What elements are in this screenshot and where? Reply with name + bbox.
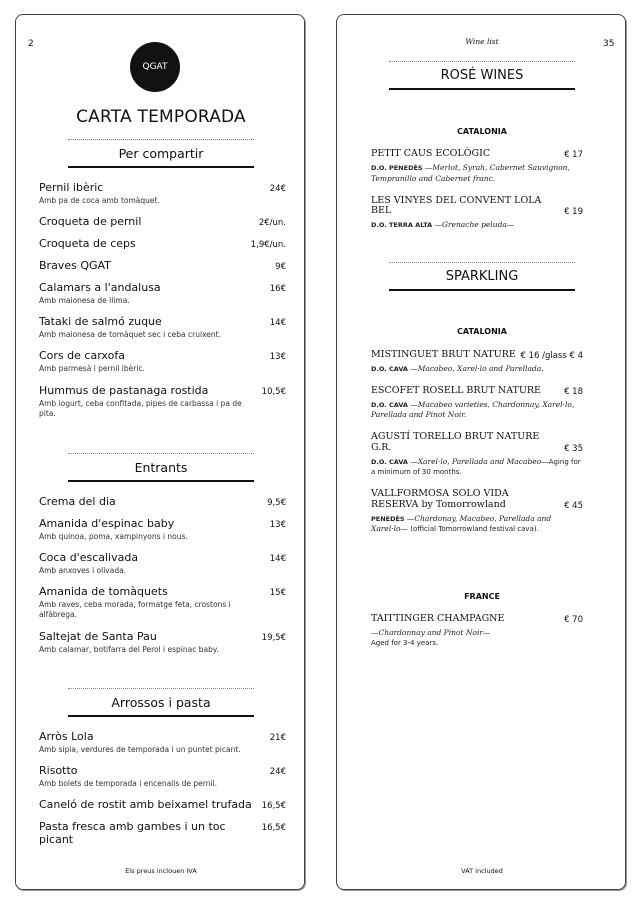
menu-item [39,798,286,811]
wine-price: € 18 [564,386,583,397]
wine-name: AGUSTÍ TORELLO BRUT NATURE G.R. [371,431,540,454]
grapes: —Macabeo varieties, Chardonnay, Xarel·lo, Parellada and Pinot Noir. [371,399,575,420]
item-name: Pasta fresca amb gambes i un toc picant [39,820,226,847]
section-header: Arrossos i pasta [68,688,254,717]
denomination: D.O. PENEDÈS [371,163,423,172]
denomination: D.O. CAVA [371,364,408,373]
item-price: 15€ [269,588,286,599]
region-heading: CATALONIA [457,127,507,136]
right-page [336,14,626,890]
item-description: Amb raves, ceba morada, formatge feta, crostons i alfàbrega. [39,600,231,620]
menu-item [39,585,286,620]
menu-item [39,820,286,846]
region-heading: CATALONIA [457,327,507,336]
item-name: Hummus de pastanaga rostida [39,383,209,397]
item-description: Amb maionesa de tomàquet sec i ceba cruixent. [39,330,221,340]
item-description: Amb maionesa de llima. [39,296,130,306]
section-header-rose: ROSÉ WINES [389,61,575,90]
grapes: —Macabeo, Xarel·lo and Parellada. [410,363,544,373]
item-name: Saltejat de Santa Pau [39,629,157,643]
item-description: Amb sípia, verdures de temporada i un puntet picant. [39,745,241,754]
menu-item [39,517,286,542]
menu-item [39,384,286,419]
menu-item [39,237,286,250]
grapes: —Chardonnay and Pinot Noir— [371,627,491,637]
grapes: —Merlot, Syrah, Cabernet Sauvignon, Tempranillo and Cabernet franc. [371,162,570,183]
item-name: Caneló de rostit amb beixamel trufada [39,798,252,812]
grapes: —Chardonay, Macabeo, Parellada and Xarel·lo— [371,513,552,534]
menu-item [39,281,286,306]
wine-note: Aged for 3-4 years. [371,638,439,647]
wine-name: VALLFORMOSA SOLO VIDA RESERVA by Tomorrowland [371,487,509,510]
item-price: 13€ [269,352,286,363]
item-price: 21€ [269,733,286,743]
menu-item [39,215,286,228]
item-name: Croqueta de ceps [39,237,136,251]
menu-item [39,630,286,655]
section-header: Entrants [68,453,254,482]
wine-name: TAITTINGER CHAMPAGNE [371,613,505,624]
item-price: 9€ [275,262,286,273]
item-name: Tataki de salmó zuque [39,315,162,329]
wine-price: € 19 [564,207,583,218]
item-price: 14€ [269,318,286,329]
wine-item [371,432,583,477]
wine-note: (official Tomorrowland festival cava). [408,525,539,534]
menu-item [39,315,286,340]
item-price: 10,5€ [261,386,286,397]
region-heading: FRANCE [464,592,500,601]
item-price: 1,9€/un. [250,240,286,251]
item-name: Croqueta de pernil [39,215,142,229]
item-price: 9,5€ [267,498,286,508]
item-name: Risotto [39,764,78,778]
wine-item [371,196,583,232]
item-price: 2€/un. [258,218,286,229]
item-description: Amb iogurt, ceba confitada, pipes de carbassa i pa de pita. [39,398,242,418]
page-number: 35 [603,39,615,49]
footer-note: Els preus inclouen IVA [125,867,197,875]
wine-note: Aging for a minimum of 30 months. [371,458,581,476]
item-price: 16,5€ [261,801,286,812]
item-name: Amanida d'espinac baby [39,517,175,530]
qgat-logo: QGAT [133,45,177,89]
item-description: Amb quinoa, poma, xampinyons i nous. [39,532,188,541]
menu-item [39,259,286,272]
item-name: Coca d'escalivada [39,551,139,565]
running-header: Wine list [465,37,499,46]
page-title: CARTA TEMPORADA [76,107,246,127]
item-price: 24€ [269,184,286,194]
section-header: Per compartir [68,139,254,168]
item-description: Amb anxoves i olivada. [39,566,127,576]
grapes: —Xarel·lo, Parellada and Macabeo— [410,457,549,467]
item-description: Amb pa de coca amb tomàquet. [39,196,160,205]
item-price: 16€ [269,284,286,295]
wine-price: € 17 [564,149,583,160]
wine-price: € 16 /glass € 4 [520,350,583,361]
item-name: Cors de carxofa [39,349,125,363]
menu-item [39,495,286,508]
item-price: 13€ [269,520,286,530]
wine-item [371,489,583,535]
item-description: Amb calamar, botifarra del Perol i espinac baby. [39,644,219,654]
wine-name: LES VINYES DEL CONVENT LOLA BEL [371,194,542,217]
denomination: D.O. TERRA ALTA [371,221,433,230]
item-price: 19,5€ [261,632,286,643]
wine-item [371,350,583,375]
item-name: Amanida de tomàquets [39,585,168,599]
item-price: 24€ [269,767,286,778]
wine-item [371,386,583,422]
item-price: 14€ [269,554,286,565]
item-description: Amb parmesà i pernil ibèric. [39,364,145,374]
page-number: 2 [28,39,34,49]
menu-item [39,551,286,576]
wine-price: € 70 [564,614,583,625]
item-price: 16,5€ [261,823,286,834]
denomination: D.O. CAVA [371,400,408,409]
item-name: Braves QGAT [39,259,111,273]
item-name: Pernil ibèric [39,181,104,194]
section-header-sparkling: SPARKLING [389,262,575,291]
left-page [15,14,305,890]
wine-item [371,149,583,185]
item-name: Crema del dia [39,495,116,508]
menu-item [39,349,286,374]
item-name: Arròs Lola [39,730,94,743]
menu-item [39,730,286,755]
menu-item [39,181,286,206]
wine-item [371,614,583,649]
denomination: PENEDÈS [371,514,405,523]
wine-price: € 45 [564,500,583,511]
wine-name: MISTINGUET BRUT NATURE [371,349,516,360]
footer-note: VAT included [461,867,503,875]
grapes: —Grenache peluda— [434,220,515,230]
denomination: D.O. CAVA [371,458,408,467]
menu-item [39,764,286,789]
wine-name: PETIT CAUS ECOLÒGIC [371,148,491,159]
item-description: Amb bolets de temporada i encenalls de pernil. [39,779,218,789]
wine-name: ESCOFET ROSELL BRUT NATURE [371,384,541,396]
item-name: Calamars a l'andalusa [39,281,161,295]
wine-price: € 35 [564,444,583,455]
